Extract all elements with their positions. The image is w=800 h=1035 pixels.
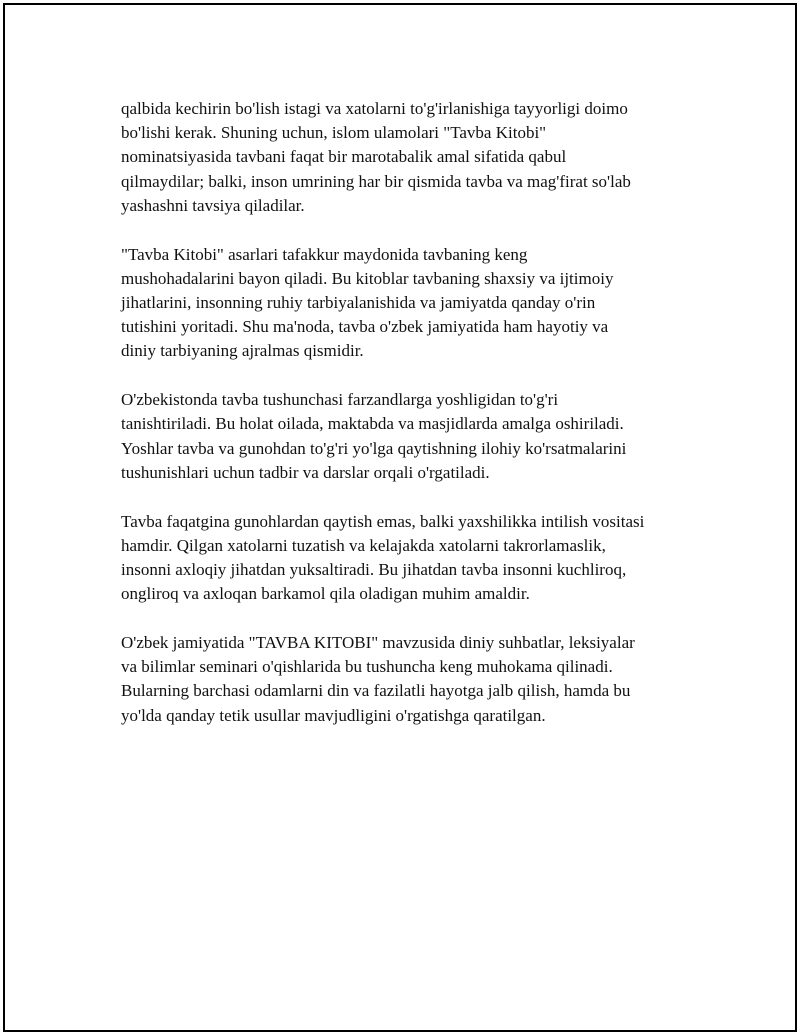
text-line: Yoshlar tavba va gunohdan to'g'ri yo'lga qaytishning ilohiy ko'rsatmalarini bbox=[121, 438, 627, 458]
text-line: O'zbek jamiyatida "TAVBA KITOBI" mavzusida diniy suhbatlar, leksiyalar bbox=[121, 633, 635, 653]
paragraph-5 bbox=[121, 631, 701, 728]
text-line: qalbida kechirin bo'lish istagi va xatolarni to'g'irlanishiga tayyorligi doimo bbox=[121, 99, 628, 118]
text-line: bo'lishi kerak. Shuning uchun, islom ulamolari "Tavba Kitobi" bbox=[121, 123, 547, 143]
text-line: O'zbekistonda tavba tushunchasi farzandlarga yoshligidan to'g'ri bbox=[121, 390, 559, 410]
document-body bbox=[121, 97, 701, 752]
text-line: qilmaydilar; balki, inson umrining har bir qismida tavba va mag'firat so'lab bbox=[121, 171, 631, 191]
text-line: nominatsiyasida tavbani faqat bir marotabalik amal sifatida qabul bbox=[121, 147, 567, 167]
paragraph-4 bbox=[121, 510, 701, 607]
text-line: tanishtiriladi. Bu holat oilada, maktabda va masjidlarda amalga oshiriladi. bbox=[121, 414, 624, 434]
paragraph-2 bbox=[121, 243, 701, 364]
text-line: Tavba faqatgina gunohlardan qaytish emas, balki yaxshilikka intilish vositasi bbox=[121, 511, 645, 531]
text-line: tushunishlari uchun tadbir va darslar orqali o'rgatiladi. bbox=[121, 462, 490, 482]
text-line: Bularning barchasi odamlarni din va fazilatli hayotga jalb qilish, hamda bu bbox=[121, 681, 631, 701]
page-border bbox=[3, 3, 797, 1032]
text-line: yashashni tavsiya qiladilar. bbox=[121, 195, 305, 215]
text-line: "Tavba Kitobi" asarlari tafakkur maydonida tavbaning keng bbox=[121, 244, 528, 264]
text-line: yo'lda qanday tetik usullar mavjudligini o'rgatishga qaratilgan. bbox=[121, 705, 546, 725]
paragraph-1 bbox=[121, 97, 701, 218]
text-line: hamdir. Qilgan xatolarni tuzatish va kelajakda xatolarni takrorlamaslik, bbox=[121, 535, 606, 555]
text-line: tutishini yoritadi. Shu ma'noda, tavba o'zbek jamiyatida ham hayotiy va bbox=[121, 317, 609, 337]
text-line: mushohadalarini bayon qiladi. Bu kitoblar tavbaning shaxsiy va ijtimoiy bbox=[121, 268, 614, 288]
text-line: insonni axloqiy jihatdan yuksaltiradi. Bu jihatdan tavba insonni kuchliroq, bbox=[121, 560, 627, 580]
text-line: jihatlarini, insonning ruhiy tarbiyalanishida va jamiyatda qanday o'rin bbox=[121, 293, 596, 313]
text-line: ongliroq va axloqan barkamol qila oladigan muhim amaldir. bbox=[121, 584, 530, 604]
paragraph-3 bbox=[121, 388, 701, 485]
text-line: diniy tarbiyaning ajralmas qismidir. bbox=[121, 341, 364, 361]
text-line: va bilimlar seminari o'qishlarida bu tushuncha keng muhokama qilinadi. bbox=[121, 657, 613, 677]
